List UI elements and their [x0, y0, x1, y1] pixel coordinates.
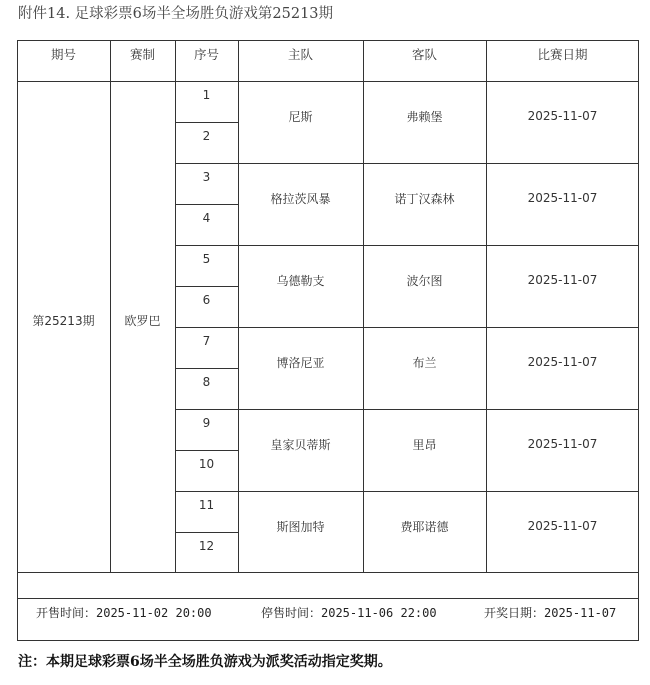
match-date: 2025-11-07 — [527, 437, 598, 451]
seq-row-line — [175, 122, 238, 123]
seq-number: 5 — [202, 252, 211, 266]
seq-number: 12 — [198, 539, 215, 553]
footnote: 注：本期足球彩票6场半全场胜负游戏为派奖活动指定奖期。 — [18, 654, 392, 670]
away-team: 布兰 — [412, 355, 437, 370]
away-team: 费耶诺德 — [400, 519, 449, 534]
match-row-line — [175, 163, 639, 164]
seq-number: 6 — [202, 293, 211, 307]
home-team: 皇家贝蒂斯 — [270, 437, 331, 452]
seq-number: 11 — [198, 498, 215, 512]
header-away: 客队 — [411, 47, 437, 62]
match-row-line — [175, 327, 639, 328]
competition-cell: 欧罗巴 — [124, 313, 161, 328]
match-date: 2025-11-07 — [527, 191, 598, 205]
seq-row-line — [175, 368, 238, 369]
header-date: 比赛日期 — [537, 47, 588, 62]
seq-row-line — [175, 286, 238, 287]
home-team: 乌德勒支 — [276, 273, 325, 288]
match-date: 2025-11-07 — [527, 355, 598, 369]
away-team: 里昂 — [412, 437, 437, 452]
seq-number: 3 — [202, 170, 211, 184]
period-cell: 第25213期 — [32, 313, 95, 328]
match-row-line — [175, 409, 639, 410]
away-team: 波尔图 — [406, 273, 443, 288]
sale-stop-time: 停售时间：2025-11-06 22:00 — [261, 606, 437, 620]
seq-row-line — [175, 450, 238, 451]
draw-date: 开奖日期：2025-11-07 — [484, 606, 617, 620]
seq-row-line — [175, 532, 238, 533]
match-date: 2025-11-07 — [527, 519, 598, 533]
match-row-line — [175, 491, 639, 492]
seq-row-line — [175, 204, 238, 205]
home-team: 格拉茨风暴 — [270, 191, 331, 206]
seq-number: 9 — [202, 416, 211, 430]
seq-number: 10 — [198, 457, 215, 471]
match-date: 2025-11-07 — [527, 273, 598, 287]
col-divider-1 — [110, 40, 111, 572]
seq-number: 4 — [202, 211, 211, 225]
header-seq: 序号 — [193, 47, 219, 62]
table-bottom-line — [17, 572, 639, 573]
header-period: 期号 — [50, 47, 76, 62]
match-date: 2025-11-07 — [527, 109, 598, 123]
seq-number: 2 — [202, 129, 211, 143]
away-team: 弗赖堡 — [406, 109, 443, 124]
away-team: 诺丁汉森林 — [394, 191, 455, 206]
seq-number: 1 — [202, 88, 211, 102]
seq-number: 7 — [202, 334, 211, 348]
sale-start-time: 开售时间：2025-11-02 20:00 — [36, 606, 212, 620]
home-team: 斯图加特 — [276, 519, 325, 534]
header-home: 主队 — [287, 47, 313, 62]
document-title: 附件14. 足球彩票6场半全场胜负游戏第25213期 — [18, 6, 334, 22]
seq-number: 8 — [202, 375, 211, 389]
header-competition: 赛制 — [129, 47, 155, 62]
home-team: 博洛尼亚 — [276, 355, 325, 370]
home-team: 尼斯 — [288, 109, 313, 124]
match-row-line — [175, 245, 639, 246]
footer-top-line — [17, 598, 639, 599]
